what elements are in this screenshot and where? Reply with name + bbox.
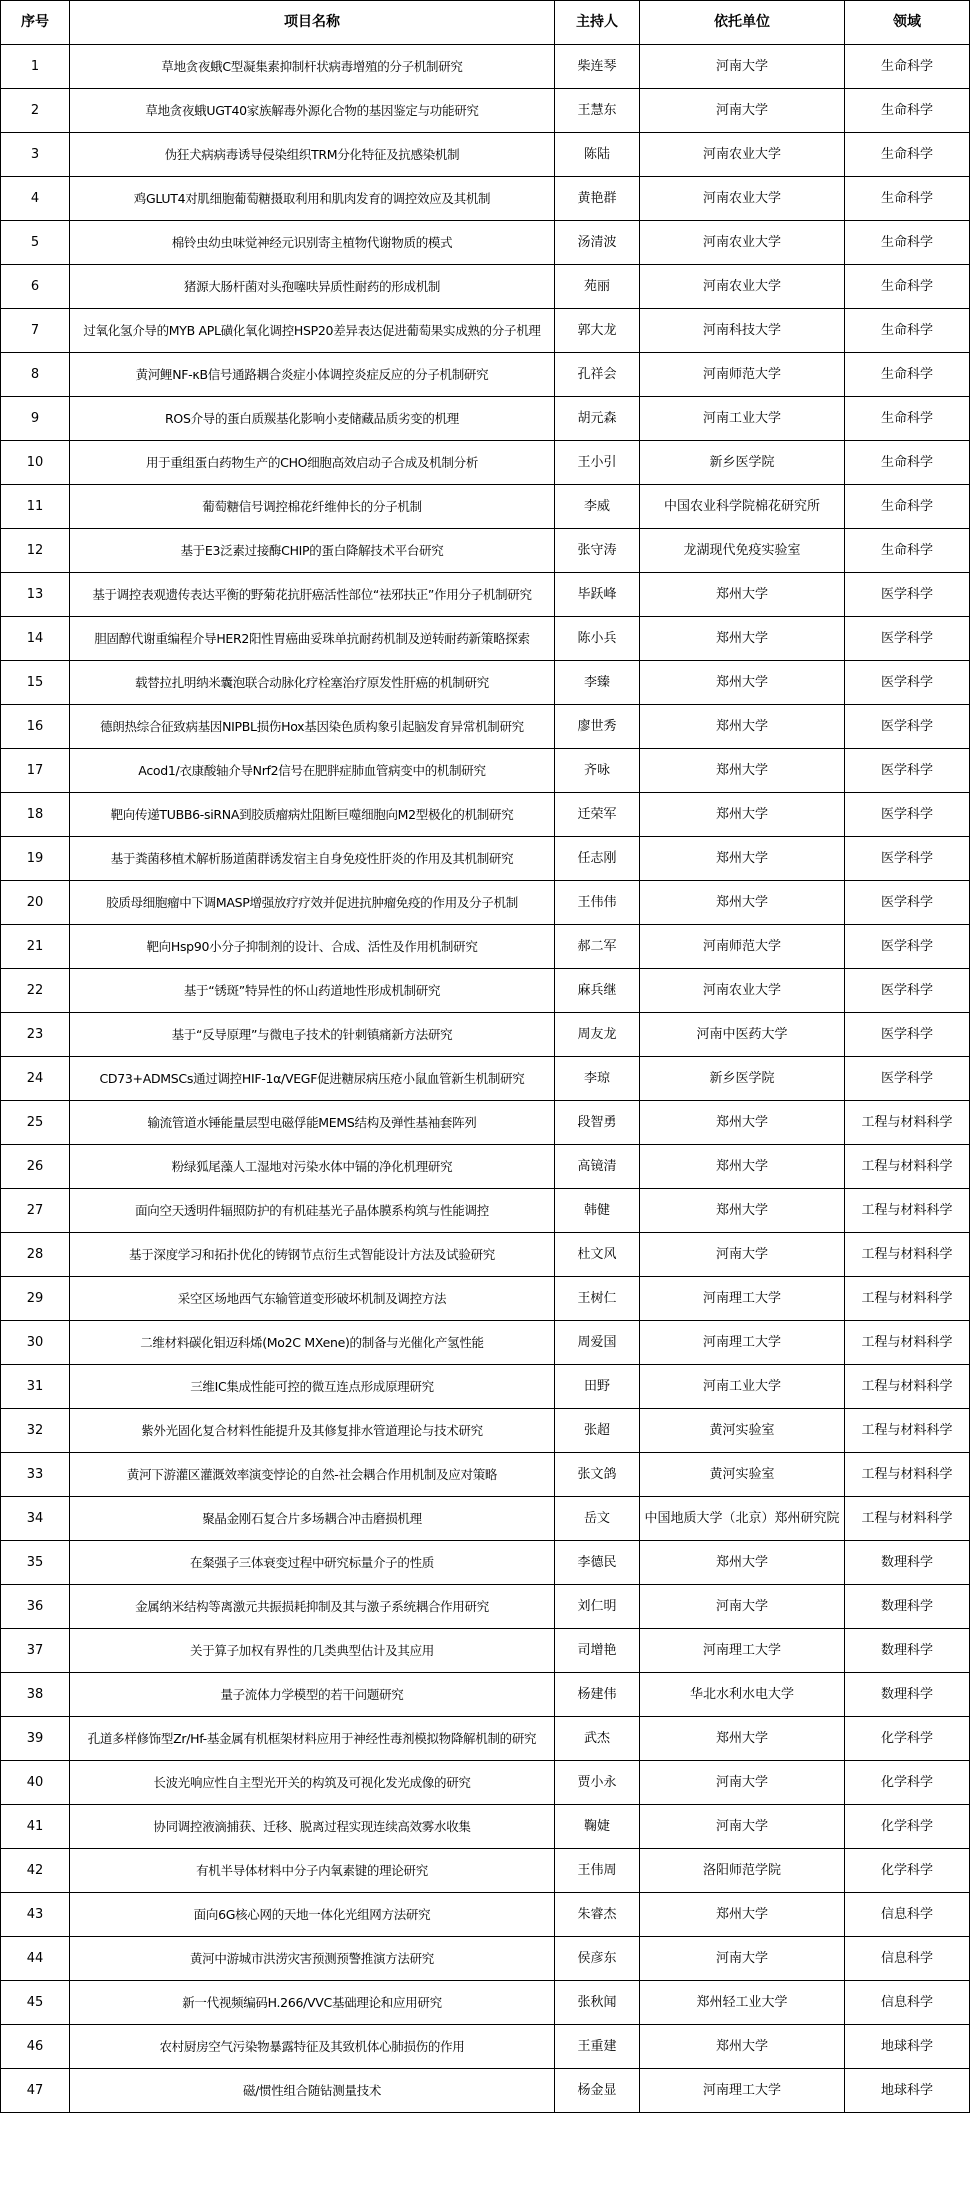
cell-leader: 王伟周 — [555, 1849, 640, 1893]
cell-leader: 张秋闻 — [555, 1981, 640, 2025]
cell-institution: 郑州大学 — [640, 749, 845, 793]
cell-leader: 段智勇 — [555, 1101, 640, 1145]
cell-index: 4 — [1, 177, 70, 221]
cell-index: 30 — [1, 1321, 70, 1365]
table-row — [1, 573, 970, 617]
cell-index: 11 — [1, 485, 70, 529]
cell-index: 42 — [1, 1849, 70, 1893]
table-row — [1, 89, 970, 133]
table-row — [1, 1585, 970, 1629]
table-row — [1, 1233, 970, 1277]
cell-institution: 河南师范大学 — [640, 353, 845, 397]
cell-institution: 郑州大学 — [640, 661, 845, 705]
cell-field: 工程与材料科学 — [845, 1321, 970, 1365]
cell-field: 工程与材料科学 — [845, 1189, 970, 1233]
cell-project-name: 棉铃虫幼虫味觉神经元识别寄主植物代谢物质的模式 — [70, 221, 555, 265]
cell-institution: 河南农业大学 — [640, 177, 845, 221]
cell-institution: 河南大学 — [640, 1805, 845, 1849]
cell-institution: 河南理工大学 — [640, 2069, 845, 2113]
table-row — [1, 1937, 970, 1981]
cell-institution: 河南农业大学 — [640, 969, 845, 1013]
cell-institution: 郑州大学 — [640, 1101, 845, 1145]
cell-field: 医学科学 — [845, 705, 970, 749]
cell-project-name: 草地贪夜蛾UGT40家族解毒外源化合物的基因鉴定与功能研究 — [70, 89, 555, 133]
cell-project-name: 协同调控液滴捕获、迁移、脱离过程实现连续高效雾水收集 — [70, 1805, 555, 1849]
cell-leader: 司增艳 — [555, 1629, 640, 1673]
cell-index: 12 — [1, 529, 70, 573]
table-row — [1, 133, 970, 177]
cell-leader: 孔祥会 — [555, 353, 640, 397]
cell-field: 工程与材料科学 — [845, 1453, 970, 1497]
cell-index: 32 — [1, 1409, 70, 1453]
header-index: 序号 — [1, 1, 70, 45]
cell-leader: 迁荣军 — [555, 793, 640, 837]
cell-index: 19 — [1, 837, 70, 881]
cell-institution: 河南大学 — [640, 1233, 845, 1277]
cell-institution: 郑州大学 — [640, 705, 845, 749]
cell-institution: 郑州大学 — [640, 793, 845, 837]
cell-institution: 郑州大学 — [640, 573, 845, 617]
cell-field: 化学科学 — [845, 1805, 970, 1849]
cell-field: 工程与材料科学 — [845, 1233, 970, 1277]
cell-index: 40 — [1, 1761, 70, 1805]
cell-project-name: 三维IC集成性能可控的微互连点形成原理研究 — [70, 1365, 555, 1409]
cell-institution: 河南农业大学 — [640, 133, 845, 177]
cell-project-name: 量子流体力学模型的若干问题研究 — [70, 1673, 555, 1717]
cell-institution: 河南大学 — [640, 1585, 845, 1629]
cell-leader: 麻兵继 — [555, 969, 640, 1013]
cell-leader: 韩健 — [555, 1189, 640, 1233]
cell-field: 生命科学 — [845, 221, 970, 265]
cell-institution: 河南理工大学 — [640, 1629, 845, 1673]
cell-leader: 张文鸽 — [555, 1453, 640, 1497]
cell-institution: 郑州大学 — [640, 1189, 845, 1233]
cell-institution: 郑州大学 — [640, 881, 845, 925]
cell-index: 22 — [1, 969, 70, 1013]
table-row — [1, 1805, 970, 1849]
cell-project-name: 靶向传递TUBB6-siRNA到胶质瘤病灶阻断巨噬细胞向M2型极化的机制研究 — [70, 793, 555, 837]
cell-institution: 河南大学 — [640, 89, 845, 133]
table-row — [1, 397, 970, 441]
table-row — [1, 1761, 970, 1805]
cell-leader: 贾小永 — [555, 1761, 640, 1805]
cell-leader: 黄艳群 — [555, 177, 640, 221]
cell-institution: 中国地质大学（北京）郑州研究院 — [640, 1497, 845, 1541]
cell-leader: 李臻 — [555, 661, 640, 705]
cell-field: 化学科学 — [845, 1849, 970, 1893]
cell-project-name: Acod1/衣康酸轴介导Nrf2信号在肥胖症肺血管病变中的机制研究 — [70, 749, 555, 793]
cell-index: 37 — [1, 1629, 70, 1673]
cell-index: 3 — [1, 133, 70, 177]
cell-index: 35 — [1, 1541, 70, 1585]
cell-field: 工程与材料科学 — [845, 1101, 970, 1145]
table-row — [1, 793, 970, 837]
table-row — [1, 881, 970, 925]
cell-leader: 高镜清 — [555, 1145, 640, 1189]
table-row — [1, 1849, 970, 1893]
cell-project-name: 胶质母细胞瘤中下调MASP增强放疗疗效并促进抗肿瘤免疫的作用及分子机制 — [70, 881, 555, 925]
table-row — [1, 925, 970, 969]
cell-field: 地球科学 — [845, 2025, 970, 2069]
cell-index: 44 — [1, 1937, 70, 1981]
table-row — [1, 485, 970, 529]
cell-leader: 郭大龙 — [555, 309, 640, 353]
cell-index: 1 — [1, 45, 70, 89]
cell-index: 15 — [1, 661, 70, 705]
cell-leader: 柴连琴 — [555, 45, 640, 89]
cell-leader: 张守涛 — [555, 529, 640, 573]
cell-project-name: 鸡GLUT4对肌细胞葡萄糖摄取利用和肌肉发育的调控效应及其机制 — [70, 177, 555, 221]
header-field: 领域 — [845, 1, 970, 45]
cell-leader: 侯彦东 — [555, 1937, 640, 1981]
cell-field: 医学科学 — [845, 749, 970, 793]
cell-institution: 郑州大学 — [640, 1717, 845, 1761]
cell-field: 医学科学 — [845, 969, 970, 1013]
cell-leader: 王小引 — [555, 441, 640, 485]
cell-field: 工程与材料科学 — [845, 1409, 970, 1453]
cell-leader: 杨金显 — [555, 2069, 640, 2113]
cell-index: 24 — [1, 1057, 70, 1101]
cell-leader: 齐咏 — [555, 749, 640, 793]
cell-field: 化学科学 — [845, 1717, 970, 1761]
cell-project-name: 胆固醇代谢重编程介导HER2阳性胃癌曲妥珠单抗耐药机制及逆转耐药新策略探索 — [70, 617, 555, 661]
table-row — [1, 1189, 970, 1233]
cell-project-name: 新一代视频编码H.266/VVC基础理论和应用研究 — [70, 1981, 555, 2025]
cell-leader: 刘仁明 — [555, 1585, 640, 1629]
cell-index: 21 — [1, 925, 70, 969]
cell-project-name: ROS介导的蛋白质羰基化影响小麦储藏品质劣变的机理 — [70, 397, 555, 441]
cell-project-name: 粉绿狐尾藻人工湿地对污染水体中镉的净化机理研究 — [70, 1145, 555, 1189]
table-row — [1, 1101, 970, 1145]
cell-field: 工程与材料科学 — [845, 1365, 970, 1409]
table-row — [1, 837, 970, 881]
cell-leader: 杨建伟 — [555, 1673, 640, 1717]
cell-project-name: 有机半导体材料中分子内氧素键的理论研究 — [70, 1849, 555, 1893]
table-row — [1, 309, 970, 353]
cell-project-name: 载替拉扎明纳米囊泡联合动脉化疗栓塞治疗原发性肝癌的机制研究 — [70, 661, 555, 705]
cell-leader: 周爱国 — [555, 1321, 640, 1365]
table-row — [1, 2025, 970, 2069]
table-row — [1, 617, 970, 661]
cell-leader: 王重建 — [555, 2025, 640, 2069]
cell-leader: 岳文 — [555, 1497, 640, 1541]
cell-project-name: 基于粪菌移植术解析肠道菌群诱发宿主自身免疫性肝炎的作用及其机制研究 — [70, 837, 555, 881]
cell-project-name: 基于调控表观遗传表达平衡的野菊花抗肝癌活性部位“祛邪扶正”作用分子机制研究 — [70, 573, 555, 617]
cell-field: 工程与材料科学 — [845, 1145, 970, 1189]
cell-leader: 田野 — [555, 1365, 640, 1409]
table-row — [1, 177, 970, 221]
cell-field: 生命科学 — [845, 309, 970, 353]
cell-project-name: 输流管道水锤能量层型电磁俘能MEMS结构及弹性基袖套阵列 — [70, 1101, 555, 1145]
cell-institution: 郑州大学 — [640, 837, 845, 881]
cell-leader: 王伟伟 — [555, 881, 640, 925]
cell-leader: 李德民 — [555, 1541, 640, 1585]
cell-field: 医学科学 — [845, 1057, 970, 1101]
cell-institution: 郑州轻工业大学 — [640, 1981, 845, 2025]
table-row — [1, 2069, 970, 2113]
cell-field: 医学科学 — [845, 881, 970, 925]
cell-field: 生命科学 — [845, 265, 970, 309]
cell-field: 医学科学 — [845, 617, 970, 661]
cell-index: 36 — [1, 1585, 70, 1629]
table-row — [1, 353, 970, 397]
cell-field: 数理科学 — [845, 1629, 970, 1673]
cell-index: 39 — [1, 1717, 70, 1761]
cell-project-name: 在粲强子三体衰变过程中研究标量介子的性质 — [70, 1541, 555, 1585]
cell-project-name: 基于深度学习和拓扑优化的铸钢节点衍生式智能设计方法及试验研究 — [70, 1233, 555, 1277]
cell-field: 工程与材料科学 — [845, 1497, 970, 1541]
cell-institution: 郑州大学 — [640, 1893, 845, 1937]
cell-project-name: CD73+ADMSCs通过调控HIF-1α/VEGF促进糖尿病压疮小鼠血管新生机制研究 — [70, 1057, 555, 1101]
cell-leader: 陈陆 — [555, 133, 640, 177]
cell-field: 生命科学 — [845, 485, 970, 529]
cell-institution: 河南大学 — [640, 1761, 845, 1805]
cell-project-name: 农村厨房空气污染物暴露特征及其致机体心肺损伤的作用 — [70, 2025, 555, 2069]
cell-project-name: 孔道多样修饰型Zr/Hf-基金属有机框架材料应用于神经性毒剂模拟物降解机制的研究 — [70, 1717, 555, 1761]
table-row — [1, 969, 970, 1013]
cell-index: 47 — [1, 2069, 70, 2113]
table-row — [1, 1629, 970, 1673]
cell-field: 数理科学 — [845, 1673, 970, 1717]
cell-institution: 河南师范大学 — [640, 925, 845, 969]
cell-institution: 河南农业大学 — [640, 221, 845, 265]
cell-project-name: 二维材料碳化钼迈科烯(Mo2C MXene)的制备与光催化产氢性能 — [70, 1321, 555, 1365]
table-row — [1, 1057, 970, 1101]
cell-leader: 武杰 — [555, 1717, 640, 1761]
cell-leader: 张超 — [555, 1409, 640, 1453]
cell-index: 5 — [1, 221, 70, 265]
cell-field: 医学科学 — [845, 925, 970, 969]
cell-field: 化学科学 — [845, 1761, 970, 1805]
cell-index: 46 — [1, 2025, 70, 2069]
cell-project-name: 用于重组蛋白药物生产的CHO细胞高效启动子合成及机制分析 — [70, 441, 555, 485]
table-row — [1, 1497, 970, 1541]
cell-field: 生命科学 — [845, 133, 970, 177]
header-institution: 依托单位 — [640, 1, 845, 45]
cell-field: 数理科学 — [845, 1541, 970, 1585]
cell-index: 38 — [1, 1673, 70, 1717]
cell-institution: 河南工业大学 — [640, 397, 845, 441]
table-row — [1, 1717, 970, 1761]
cell-index: 34 — [1, 1497, 70, 1541]
cell-leader: 王慧东 — [555, 89, 640, 133]
cell-institution: 黄河实验室 — [640, 1453, 845, 1497]
cell-project-name: 黄河鲤NF-κB信号通路耦合炎症小体调控炎症反应的分子机制研究 — [70, 353, 555, 397]
cell-index: 16 — [1, 705, 70, 749]
cell-leader: 苑丽 — [555, 265, 640, 309]
cell-project-name: 黄河中游城市洪涝灾害预测预警推演方法研究 — [70, 1937, 555, 1981]
cell-index: 10 — [1, 441, 70, 485]
cell-project-name: 紫外光固化复合材料性能提升及其修复排水管道理论与技术研究 — [70, 1409, 555, 1453]
cell-project-name: 聚晶金刚石复合片多场耦合冲击磨损机理 — [70, 1497, 555, 1541]
cell-project-name: 关于算子加权有界性的几类典型估计及其应用 — [70, 1629, 555, 1673]
cell-index: 27 — [1, 1189, 70, 1233]
cell-field: 生命科学 — [845, 353, 970, 397]
cell-index: 26 — [1, 1145, 70, 1189]
cell-leader: 廖世秀 — [555, 705, 640, 749]
cell-leader: 胡元森 — [555, 397, 640, 441]
cell-index: 20 — [1, 881, 70, 925]
cell-project-name: 面向空天透明件辐照防护的有机硅基光子晶体膜系构筑与性能调控 — [70, 1189, 555, 1233]
table-row — [1, 221, 970, 265]
cell-field: 生命科学 — [845, 397, 970, 441]
table-row — [1, 1893, 970, 1937]
cell-index: 41 — [1, 1805, 70, 1849]
cell-field: 生命科学 — [845, 441, 970, 485]
cell-index: 43 — [1, 1893, 70, 1937]
cell-leader: 郝二军 — [555, 925, 640, 969]
table-row — [1, 45, 970, 89]
cell-institution: 黄河实验室 — [640, 1409, 845, 1453]
table-row — [1, 1453, 970, 1497]
cell-field: 信息科学 — [845, 1937, 970, 1981]
cell-index: 23 — [1, 1013, 70, 1057]
table-row — [1, 705, 970, 749]
cell-leader: 李琼 — [555, 1057, 640, 1101]
cell-institution: 新乡医学院 — [640, 1057, 845, 1101]
table-row — [1, 265, 970, 309]
cell-field: 生命科学 — [845, 89, 970, 133]
cell-leader: 周友龙 — [555, 1013, 640, 1057]
table-row — [1, 749, 970, 793]
cell-index: 18 — [1, 793, 70, 837]
table-row — [1, 1013, 970, 1057]
cell-project-name: 靶向Hsp90小分子抑制剂的设计、合成、活性及作用机制研究 — [70, 925, 555, 969]
cell-leader: 李威 — [555, 485, 640, 529]
cell-leader: 毕跃峰 — [555, 573, 640, 617]
cell-project-name: 磁/惯性组合随钻测量技术 — [70, 2069, 555, 2113]
table-row — [1, 1673, 970, 1717]
cell-institution: 郑州大学 — [640, 2025, 845, 2069]
table-row — [1, 1409, 970, 1453]
cell-project-name: 基于E3泛素过接酶CHIP的蛋白降解技术平台研究 — [70, 529, 555, 573]
cell-project-name: 采空区场地西气东输管道变形破坏机制及调控方法 — [70, 1277, 555, 1321]
header-leader: 主持人 — [555, 1, 640, 45]
table-row — [1, 441, 970, 485]
cell-institution: 河南工业大学 — [640, 1365, 845, 1409]
cell-leader: 杜文风 — [555, 1233, 640, 1277]
cell-project-name: 猪源大肠杆菌对头孢噻呋异质性耐药的形成机制 — [70, 265, 555, 309]
table-row — [1, 1365, 970, 1409]
cell-field: 数理科学 — [845, 1585, 970, 1629]
cell-field: 地球科学 — [845, 2069, 970, 2113]
cell-institution: 河南科技大学 — [640, 309, 845, 353]
table-row — [1, 1277, 970, 1321]
cell-project-name: 长波光响应性自主型光开关的构筑及可视化发光成像的研究 — [70, 1761, 555, 1805]
cell-institution: 河南理工大学 — [640, 1321, 845, 1365]
cell-project-name: 伪狂犬病病毒诱导侵染组织TRM分化特征及抗感染机制 — [70, 133, 555, 177]
cell-field: 信息科学 — [845, 1893, 970, 1937]
cell-index: 7 — [1, 309, 70, 353]
cell-institution: 河南理工大学 — [640, 1277, 845, 1321]
cell-field: 生命科学 — [845, 45, 970, 89]
cell-project-name: 基于“锈斑”特异性的怀山药道地性形成机制研究 — [70, 969, 555, 1013]
cell-index: 13 — [1, 573, 70, 617]
cell-leader: 鞠婕 — [555, 1805, 640, 1849]
cell-field: 信息科学 — [845, 1981, 970, 2025]
cell-field: 医学科学 — [845, 661, 970, 705]
cell-project-name: 金属纳米结构等离激元共振损耗抑制及其与激子系统耦合作用研究 — [70, 1585, 555, 1629]
cell-leader: 朱睿杰 — [555, 1893, 640, 1937]
table-header-row — [1, 1, 970, 45]
cell-institution: 新乡医学院 — [640, 441, 845, 485]
cell-field: 生命科学 — [845, 529, 970, 573]
cell-index: 8 — [1, 353, 70, 397]
cell-index: 29 — [1, 1277, 70, 1321]
cell-field: 工程与材料科学 — [845, 1277, 970, 1321]
cell-project-name: 黄河下游灌区灌溉效率演变悖论的自然-社会耦合作用机制及应对策略 — [70, 1453, 555, 1497]
table-row — [1, 1321, 970, 1365]
cell-index: 31 — [1, 1365, 70, 1409]
cell-leader: 陈小兵 — [555, 617, 640, 661]
cell-index: 6 — [1, 265, 70, 309]
header-project-name: 项目名称 — [70, 1, 555, 45]
table-row — [1, 529, 970, 573]
cell-institution: 龙湖现代免疫实验室 — [640, 529, 845, 573]
cell-project-name: 草地贪夜蛾C型凝集素抑制杆状病毒增殖的分子机制研究 — [70, 45, 555, 89]
cell-field: 医学科学 — [845, 837, 970, 881]
cell-field: 医学科学 — [845, 1013, 970, 1057]
cell-field: 医学科学 — [845, 793, 970, 837]
cell-index: 14 — [1, 617, 70, 661]
cell-index: 2 — [1, 89, 70, 133]
cell-institution: 河南大学 — [640, 45, 845, 89]
cell-institution: 河南大学 — [640, 1937, 845, 1981]
cell-index: 33 — [1, 1453, 70, 1497]
cell-project-name: 面向6G核心网的天地一体化光组网方法研究 — [70, 1893, 555, 1937]
cell-field: 生命科学 — [845, 177, 970, 221]
cell-index: 9 — [1, 397, 70, 441]
cell-index: 28 — [1, 1233, 70, 1277]
cell-institution: 郑州大学 — [640, 617, 845, 661]
cell-leader: 汤清波 — [555, 221, 640, 265]
cell-institution: 郑州大学 — [640, 1145, 845, 1189]
cell-institution: 河南农业大学 — [640, 265, 845, 309]
cell-project-name: 葡萄糖信号调控棉花纤维伸长的分子机制 — [70, 485, 555, 529]
cell-institution: 河南中医药大学 — [640, 1013, 845, 1057]
cell-institution: 洛阳师范学院 — [640, 1849, 845, 1893]
cell-field: 医学科学 — [845, 573, 970, 617]
cell-leader: 任志刚 — [555, 837, 640, 881]
cell-index: 17 — [1, 749, 70, 793]
cell-institution: 郑州大学 — [640, 1541, 845, 1585]
table-row — [1, 1981, 970, 2025]
table-body — [1, 45, 970, 2113]
cell-project-name: 基于“反导原理”与微电子技术的针刺镇痛新方法研究 — [70, 1013, 555, 1057]
cell-project-name: 过氧化氢介导的MYB APL磺化氧化调控HSP20差异表达促进葡萄果实成熟的分子机理 — [70, 309, 555, 353]
cell-institution: 华北水利水电大学 — [640, 1673, 845, 1717]
table-row — [1, 1145, 970, 1189]
table-row — [1, 661, 970, 705]
cell-index: 25 — [1, 1101, 70, 1145]
cell-institution: 中国农业科学院棉花研究所 — [640, 485, 845, 529]
cell-project-name: 德朗热综合征致病基因NIPBL损伤Hox基因染色质构象引起脑发育异常机制研究 — [70, 705, 555, 749]
cell-leader: 王树仁 — [555, 1277, 640, 1321]
cell-index: 45 — [1, 1981, 70, 2025]
table-row — [1, 1541, 970, 1585]
